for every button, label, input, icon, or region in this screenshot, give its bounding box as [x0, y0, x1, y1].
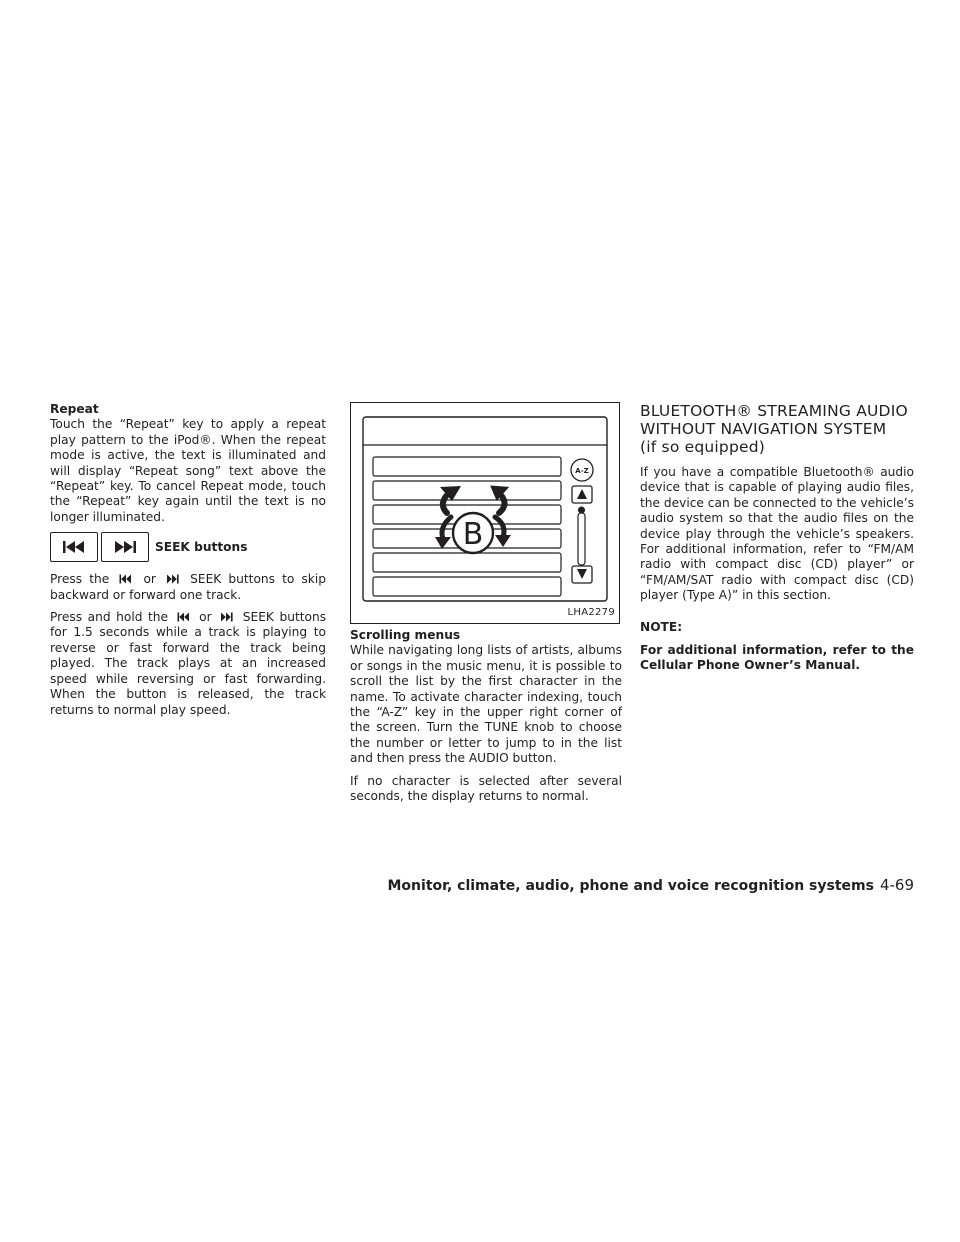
bluetooth-paragraph: If you have a compatible Bluetooth® audio device that is capable of playing audio files, the device can be connected to the vehicle’s audio system so that the audio files on the device play through the vehicle’s speakers. For additional information, refer to “FM/AM radio with compact disc (CD) player” or “FM/AM/SAT radio with compact disc (CD) player (Type A)” in this section. [640, 465, 914, 603]
section-heading-line-3: (if so equipped) [640, 438, 766, 456]
right-column [640, 402, 914, 681]
seek-forward-button-illustration [101, 532, 149, 562]
seek-back-icon [177, 612, 191, 622]
left-column [50, 402, 326, 725]
page-footer [0, 876, 914, 894]
az-key-label: A-Z [575, 467, 589, 475]
seek-back-icon [119, 574, 133, 584]
screen-illustration [351, 403, 619, 623]
seek-buttons-label: SEEK buttons [155, 539, 248, 554]
or-text: or [143, 572, 156, 587]
or-text: or [199, 610, 212, 625]
press-hold-rest-text: SEEK buttons for 1.5 seconds while a track is playing to reverse or fast forward the track being played. The track plays at an increased speed while reversing or fast forwarding. When the button is released, the track returns to normal play speed. [50, 610, 327, 717]
middle-column [350, 402, 622, 811]
section-heading [640, 402, 914, 456]
press-text: Press the [50, 572, 110, 587]
seek-buttons-illustration [50, 532, 326, 562]
seek-forward-icon [166, 574, 180, 584]
chapter-title: Monitor, climate, audio, phone and voice recognition systems [387, 878, 874, 894]
seek-back-icon [59, 540, 89, 554]
seek-forward-icon [220, 612, 234, 622]
note-text: For additional information, refer to the Cellular Phone Owner’s Manual. [640, 643, 914, 673]
scrolling-menus-paragraph-2: If no character is selected after several seconds, the display returns to normal. [350, 773, 622, 804]
knob-b-label: B [462, 517, 484, 552]
section-heading-line-1: BLUETOOTH® STREAMING AUDIO [640, 402, 908, 420]
seek-back-button-illustration [50, 532, 98, 562]
page-number: 4-69 [879, 876, 914, 894]
press-hold-text: Press and hold the [50, 610, 169, 625]
scrolling-menus-paragraph: While navigating long lists of artists, albums or songs in the music menu, it is possible to scroll the list by the first character in the name. To activate character indexing, touch the “A-Z” key in the upper right corner of the screen. Turn the TUNE knob to choose the number or letter to jump to in the list and then press the AUDIO button. [350, 643, 622, 766]
seek-hold-paragraph [50, 610, 326, 718]
figure-id: LHA2279 [567, 606, 615, 618]
scrolling-menus-heading: Scrolling menus [350, 628, 461, 642]
repeat-paragraph: Touch the “Repeat” key to apply a repeat play pattern to the iPod®. When the repeat mode is active, the text is illuminated and will display “Repeat song” text above the “Repeat” key. To cancel Repeat mode, touch the “Repeat” key again until the text is no longer illuminated. [50, 417, 326, 524]
repeat-heading: Repeat [50, 402, 99, 416]
press-rest-text: SEEK buttons to skip backward or forward one track. [50, 572, 326, 602]
note-label: NOTE: [640, 619, 683, 634]
seek-press-paragraph [50, 572, 326, 603]
scrolling-menu-figure [350, 402, 620, 624]
seek-forward-icon [110, 540, 140, 554]
section-heading-line-2: WITHOUT NAVIGATION SYSTEM [640, 420, 887, 438]
